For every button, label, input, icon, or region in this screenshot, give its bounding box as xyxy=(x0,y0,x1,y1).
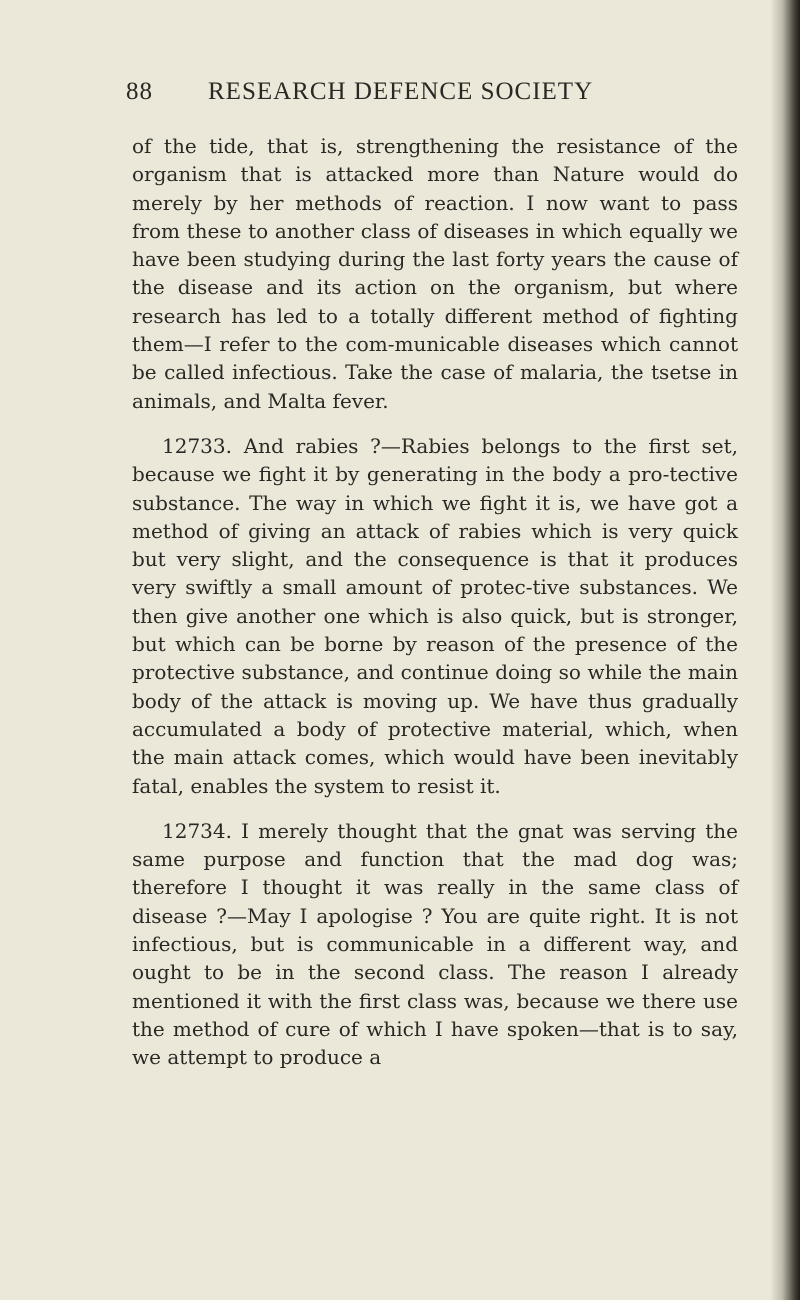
running-header xyxy=(126,78,726,106)
page-number: 88 xyxy=(126,78,153,105)
paragraph-1: of the tide, that is, strengthening the resistance of the organism that is attacked more than Nature would do merely by her methods of reaction. I now want to pass from these to another class of diseases in which equally we have been studying during the last forty years the cause of the disease and its action on the organism, but where research has led to a totally different method of fighting them—I refer to the com-municable diseases which cannot be called infectious. Take the case of malaria, the tsetse in animals, and Malta fever. xyxy=(132,134,738,413)
running-title: RESEARCH DEFENCE SOCIETY xyxy=(208,78,594,105)
paragraph-2 xyxy=(132,432,738,800)
paragraph-3 xyxy=(132,817,738,1072)
binding-shadow xyxy=(770,0,800,1300)
paragraph-2-text: 12733. And rabies ?—Rabies belongs to the first set, because we fight it by generating in the body a pro-tective substance. The way in which we fight it is, we have got a method of giving an attack of rabies which is very quick but very slight, and the consequence is that it produces very swiftly a small amount of protec-tive substances. We then give another one which is also quick, but is stronger, but which can be borne by reason of the presence of the protective substance, and continue doing so while the main body of the attack is moving up. We have thus gradually accumulated a body of protective material, which, when the main attack comes, which would have been inevitably fatal, enables the system to resist it. xyxy=(132,433,738,798)
body-text xyxy=(132,132,738,1072)
paragraph-3-text: 12734. I merely thought that the gnat was serving the same purpose and function that the mad dog was; therefore I thought it was really in the same class of disease ?—May I apologise ? You are quite right. It is not infectious, but is communicable in a different way, and ought to be in the second class. The reason I already mentioned it with the first class was, because we there use the method of cure of which I have spoken—that is to say, we attempt to produce a xyxy=(132,818,738,1070)
